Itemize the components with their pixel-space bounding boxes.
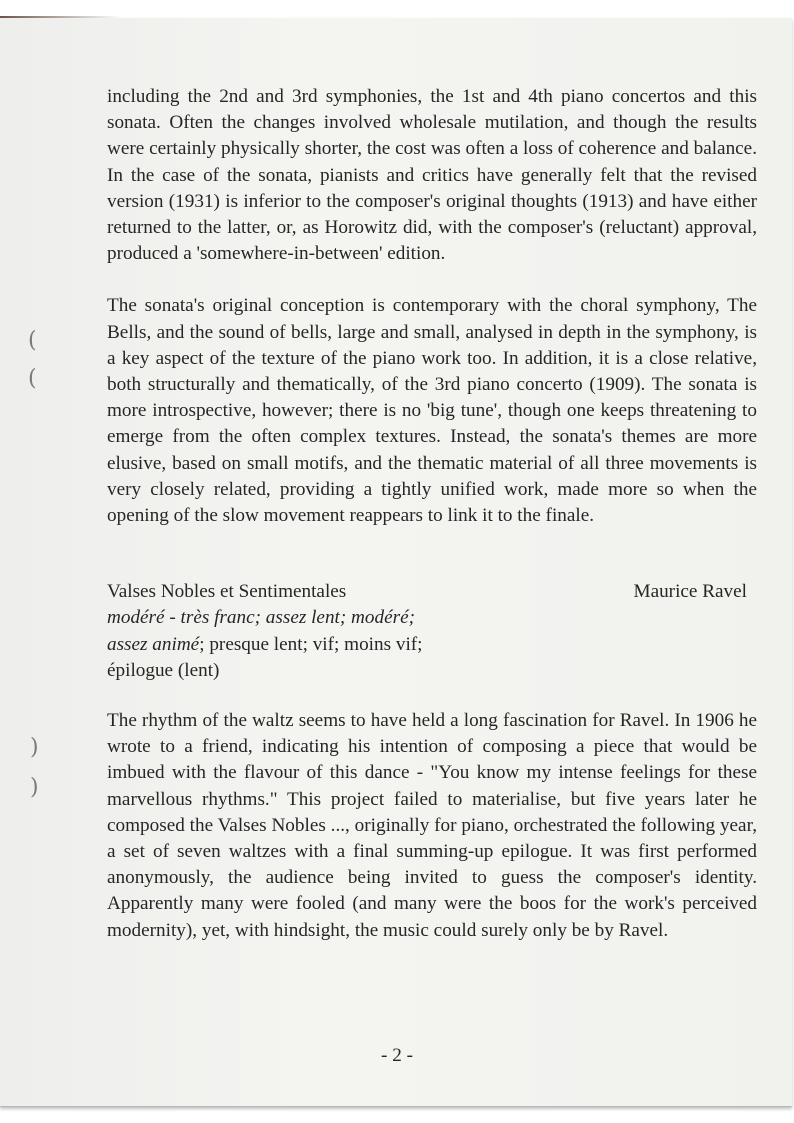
movement-line-2: ; presque lent; vif; moins vif;	[199, 633, 423, 655]
margin-punch-mark: )	[30, 735, 39, 760]
margin-punch-mark: (	[28, 328, 37, 353]
movement-line-2-italic: assez animé	[107, 633, 200, 655]
document-body	[107, 84, 757, 944]
paragraph-ravel-waltz: The rhythm of the waltz seems to have held a long fascination for Ravel. In 1906 he wrote to a friend, indicating his intention of composing a piece that would be imbued with the flavour of this dance - "You know my intense feelings for these marvellous rhythms." This project failed to materialise, but five years later he composed the Valses Nobles ..., originally for piano, orchestrated the following year, a set of seven waltzes with a final summing-up epilogue. It was first performed anonymously, the audience being invited to guess the composer's identity. Apparently many were fooled (and many were the boos for the work's perceived modernity), yet, with hindsight, the music could surely only be by Ravel.	[107, 710, 757, 941]
margin-punch-mark: )	[30, 775, 39, 800]
movement-line-1: modéré - très franc; assez lent; modéré;	[107, 607, 415, 629]
work-title: Valses Nobles et Sentimentales	[107, 581, 347, 603]
margin-punch-mark: (	[28, 366, 37, 391]
movement-line-3: épilogue (lent)	[107, 659, 220, 681]
work-heading	[107, 579, 757, 605]
paragraph-sonata-conception: The sonata's original conception is contemporary with the choral symphony, The Bells, and the sound of bells, large and small, analysed in depth in the symphony, is a key aspect of the texture of the piano work too. In addition, it is a close relative, both structurally and thematically, of the 3rd piano concerto (1909). The sonata is more introspective, however; there is no 'big tune', though one keeps threatening to emerge from the often complex textures. Instead, the sonata's themes are more elusive, based on small motifs, and the thematic material of all three movements is very closely related, providing a tightly unified work, made more so when the opening of the slow movement reappears to link it to the finale.	[107, 295, 757, 527]
composer-name: Maurice Ravel	[633, 581, 747, 603]
page-number: - 2 -	[381, 1045, 413, 1066]
paragraph-sonata-revisions: including the 2nd and 3rd symphonies, the 1st and 4th piano concertos and this sonata. Often the changes involved wholesale mutilation, and though the results were certainly physically shorter, the cost was often a loss of coherence and balance. In the case of the sonata, pianists and critics have generally felt that the revised version (1931) is inferior to the composer's original thoughts (1913) and have either returned to the latter, or, as Horowitz did, with the composer's (reluctant) approval, produced a 'somewhere-in-between' edition.	[107, 86, 757, 265]
movement-list	[107, 605, 757, 684]
